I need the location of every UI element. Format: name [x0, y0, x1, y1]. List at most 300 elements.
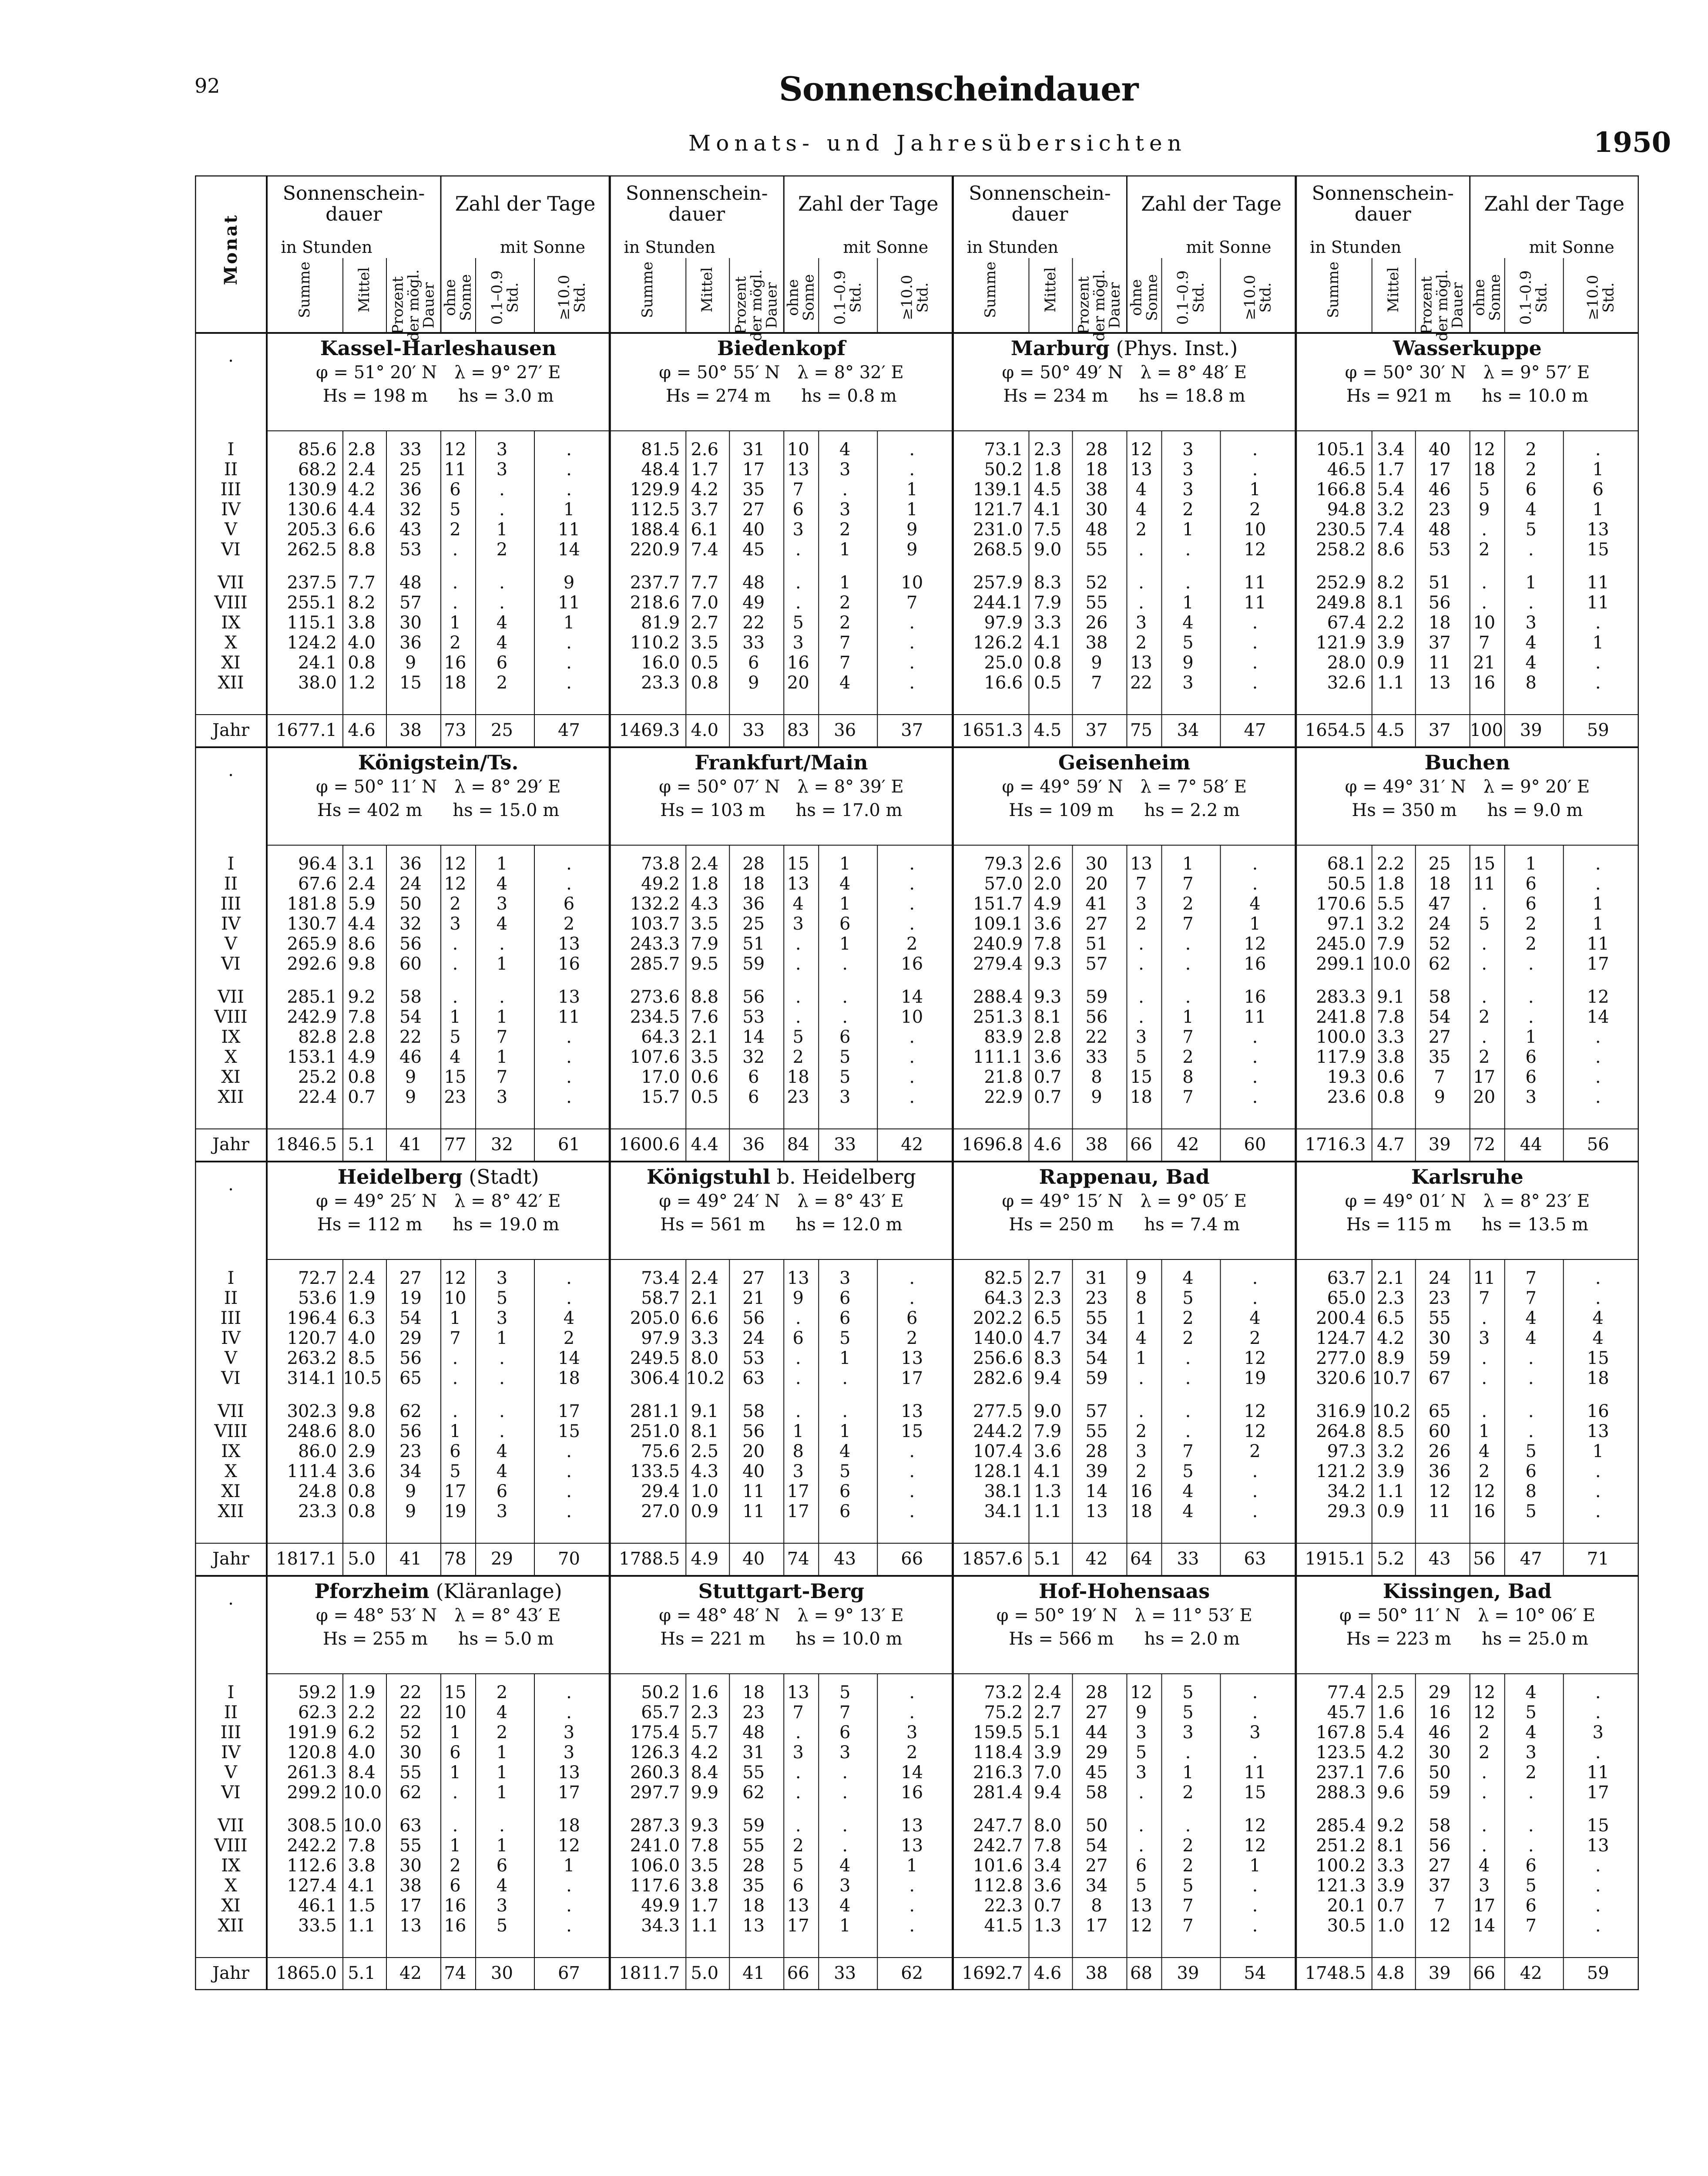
data-cell: 3 [792, 633, 804, 653]
data-cell: 36 [399, 633, 422, 653]
annual-cell: 84 [787, 1135, 809, 1155]
data-cell: . [795, 1308, 801, 1328]
data-cell: 2.1 [691, 1288, 719, 1308]
data-cell: 6 [839, 1481, 851, 1501]
data-cell: 30 [399, 1743, 422, 1763]
data-cell: 12 [1473, 1703, 1496, 1723]
latitude: φ = 51° 20′ N [315, 363, 437, 383]
data-cell: 13 [901, 1348, 923, 1368]
data-cell: 7 [1479, 1288, 1490, 1308]
instrument-height: hs = 12.0 m [795, 1215, 903, 1235]
data-cell: 10 [1244, 520, 1266, 540]
data-cell: 30 [399, 613, 422, 633]
data-cell: 7.4 [691, 540, 719, 560]
data-cell: . [1528, 1368, 1534, 1388]
data-cell: 5 [1479, 480, 1490, 500]
data-cell: . [566, 1876, 572, 1896]
annual-cell: 4.9 [691, 1549, 719, 1569]
data-cell: 33 [742, 633, 765, 653]
data-cell: 8.0 [348, 1421, 376, 1441]
month-label: XII [218, 1087, 244, 1107]
annual-cell: 4.6 [348, 720, 376, 740]
instrument-height: hs = 7.4 m [1144, 1215, 1240, 1235]
data-cell: . [566, 1481, 572, 1501]
data-cell: 9.3 [691, 1816, 719, 1836]
annual-cell: 4.6 [1034, 1963, 1062, 1983]
data-cell: 2.8 [348, 1027, 376, 1047]
annual-cell: 66 [787, 1963, 809, 1983]
month-label: XI [221, 1896, 241, 1916]
data-cell: 0.8 [348, 1501, 376, 1521]
data-cell: 251.3 [973, 1007, 1023, 1027]
data-cell: 4 [1525, 633, 1537, 653]
data-cell: 302.3 [287, 1401, 337, 1421]
data-cell: 5 [839, 1328, 851, 1348]
data-cell: 320.6 [1316, 1368, 1366, 1388]
station-name [953, 336, 1296, 360]
data-cell: 8.9 [1376, 1348, 1405, 1368]
data-cell: 6 [1135, 1856, 1147, 1876]
data-cell: . [499, 1368, 505, 1388]
data-cell: 129.9 [630, 480, 680, 500]
month-label: XII [218, 673, 244, 693]
data-cell: 1 [1249, 480, 1261, 500]
annual-cell: 1817.1 [276, 1549, 337, 1569]
annual-cell: 5.0 [691, 1963, 719, 1983]
data-cell: 5 [1182, 1682, 1194, 1703]
data-cell: 251.0 [630, 1421, 680, 1441]
annual-cell: 100 [1470, 720, 1503, 740]
data-cell: . [1185, 1348, 1191, 1368]
station-name [1296, 1165, 1639, 1189]
data-cell: 9 [906, 540, 918, 560]
data-cell: . [1528, 593, 1534, 613]
data-cell: 3.8 [348, 613, 376, 633]
annual-cell: 1600.6 [619, 1135, 680, 1155]
data-cell: . [1595, 653, 1601, 673]
data-cell: 2 [496, 540, 508, 560]
month-label: VI [221, 1783, 241, 1803]
data-cell: . [795, 1348, 801, 1368]
data-cell: 23.3 [641, 673, 680, 693]
data-cell: 7.8 [348, 1836, 376, 1856]
data-cell: 12 [444, 854, 466, 874]
annual-cell: 1811.7 [619, 1963, 680, 1983]
data-cell: 196.4 [287, 1308, 337, 1328]
data-cell: 242.2 [287, 1836, 337, 1856]
data-cell: 24 [1428, 914, 1451, 934]
data-cell: 2 [1135, 914, 1147, 934]
data-cell: 6 [450, 1743, 461, 1763]
annual-cell: 83 [787, 720, 809, 740]
data-cell: 11 [1428, 653, 1451, 673]
data-cell: 117.6 [630, 1876, 680, 1896]
data-cell: 16.6 [984, 673, 1023, 693]
data-cell: 5 [792, 613, 804, 633]
data-cell: 2.2 [1376, 854, 1405, 874]
data-cell: 33 [1085, 1047, 1108, 1067]
annual-cell: 61 [558, 1135, 580, 1155]
data-cell: 18 [1428, 874, 1451, 894]
in-stunden-header: in Stunden [1310, 238, 1402, 257]
summe-header: Summe [982, 261, 1000, 318]
data-cell: 1 [906, 480, 918, 500]
data-cell: 124.7 [1316, 1328, 1366, 1348]
data-cell: 2 [906, 1328, 918, 1348]
data-cell: 10.0 [1372, 954, 1411, 974]
data-cell: 3 [496, 1308, 508, 1328]
data-cell: 1 [496, 1047, 508, 1067]
month-label: III [220, 480, 242, 500]
data-cell: 9 [405, 1481, 416, 1501]
data-cell: . [1252, 1703, 1258, 1723]
data-cell: 17 [1473, 1896, 1496, 1916]
data-cell: . [909, 1501, 915, 1521]
data-cell: 17 [1473, 1067, 1496, 1087]
data-cell: 6 [563, 894, 575, 914]
data-cell: 1.9 [348, 1288, 376, 1308]
data-cell: 120.8 [287, 1743, 337, 1763]
data-cell: 273.6 [630, 987, 680, 1007]
data-cell: 22 [399, 1703, 422, 1723]
data-cell: . [1138, 593, 1144, 613]
data-cell: 4.0 [348, 1743, 376, 1763]
data-cell: 0.5 [691, 1087, 719, 1107]
data-cell: 297.7 [630, 1783, 680, 1803]
data-cell: . [566, 673, 572, 693]
annual-cell: 39 [1177, 1963, 1199, 1983]
data-cell: 0.9 [1376, 653, 1405, 673]
station-name [610, 1579, 953, 1603]
latitude: φ = 50° 19′ N [996, 1605, 1117, 1625]
station-coordinates [953, 1605, 1296, 1625]
data-cell: 111.4 [287, 1461, 337, 1481]
data-cell: 13 [742, 1916, 765, 1936]
data-cell: . [566, 1441, 572, 1461]
data-cell: 7 [1525, 1288, 1537, 1308]
data-cell: 27.0 [641, 1501, 680, 1521]
page-subtitle: Monats- und Jahresübersichten [688, 131, 1187, 156]
data-cell: 9 [563, 573, 575, 593]
station-title: Hof-Hohensaas [1039, 1579, 1210, 1603]
data-cell: 56 [742, 987, 765, 1007]
data-cell: 29 [1085, 1743, 1108, 1763]
data-cell: 3.6 [1034, 1876, 1062, 1896]
data-cell: 73.4 [641, 1268, 680, 1288]
data-cell: 7 [496, 1067, 508, 1087]
data-cell: 9.1 [691, 1401, 719, 1421]
data-cell: 16 [1473, 673, 1496, 693]
instrument-height: hs = 2.2 m [1144, 800, 1240, 820]
data-cell: 121.2 [1316, 1461, 1366, 1481]
data-cell: 7.9 [1034, 1421, 1062, 1441]
data-cell: 3.3 [1376, 1027, 1405, 1047]
data-cell: 10.2 [1372, 1401, 1411, 1421]
annual-cell: 4.6 [1034, 1135, 1062, 1155]
data-cell: 9.4 [1034, 1783, 1062, 1803]
annual-cell: 54 [1244, 1963, 1266, 1983]
data-cell: . [842, 1816, 848, 1836]
data-cell: 2 [906, 934, 918, 954]
longitude: λ = 9° 27′ E [454, 363, 561, 383]
data-cell: 1.1 [1034, 1501, 1062, 1521]
data-cell: 6 [1525, 1461, 1537, 1481]
data-cell: 18 [1428, 613, 1451, 633]
data-cell: . [1528, 1421, 1534, 1441]
data-cell: 34 [1085, 1328, 1108, 1348]
station-height: Hs = 250 m [1009, 1215, 1114, 1235]
data-cell: 1 [450, 1421, 461, 1441]
data-cell: 6 [1525, 1067, 1537, 1087]
annual-cell: 1696.8 [962, 1135, 1023, 1155]
data-cell: . [1481, 934, 1487, 954]
data-cell: 53 [399, 540, 422, 560]
data-cell: 12 [1244, 1401, 1266, 1421]
data-cell: 13 [787, 1682, 809, 1703]
data-cell: 4 [1592, 1308, 1604, 1328]
data-cell: 242.9 [287, 1007, 337, 1027]
data-cell: . [499, 987, 505, 1007]
data-cell: 62 [399, 1783, 422, 1803]
data-cell: 6.6 [348, 520, 376, 540]
data-cell: 166.8 [1316, 480, 1366, 500]
data-cell: 16 [1244, 954, 1266, 974]
data-cell: 7.8 [1376, 1007, 1405, 1027]
data-cell: 1 [1182, 1007, 1194, 1027]
data-cell: 7.8 [1034, 934, 1062, 954]
data-cell: 10 [444, 1703, 466, 1723]
data-cell: . [1595, 1027, 1601, 1047]
data-cell: 3.4 [1376, 440, 1405, 460]
longitude: λ = 9° 05′ E [1140, 1191, 1247, 1211]
data-cell: . [909, 914, 915, 934]
data-cell: 7.6 [691, 1007, 719, 1027]
data-cell: . [1595, 1916, 1601, 1936]
data-cell: . [795, 1816, 801, 1836]
data-cell: 5 [792, 1856, 804, 1876]
data-cell: 16 [1428, 1703, 1451, 1723]
mittel-header: Mittel [1041, 267, 1059, 312]
ohne-sonne-header: ohne Sonne [1470, 274, 1503, 321]
data-cell: 4 [1182, 1501, 1194, 1521]
longitude: λ = 8° 29′ E [454, 777, 561, 797]
data-cell: 17.0 [641, 1067, 680, 1087]
data-cell: 4.0 [348, 1328, 376, 1348]
data-cell: 10 [1473, 613, 1496, 633]
data-cell: 4.2 [348, 480, 376, 500]
station-elevation [1296, 1215, 1639, 1235]
data-cell: 30 [1085, 854, 1108, 874]
data-cell: 57 [399, 593, 422, 613]
data-cell: 101.6 [973, 1856, 1023, 1876]
longitude: λ = 8° 48′ E [1140, 363, 1247, 383]
data-cell: 175.4 [630, 1723, 680, 1743]
data-cell: 6 [839, 1723, 851, 1743]
data-cell: 288.4 [973, 987, 1023, 1007]
data-cell: 3.9 [1376, 1876, 1405, 1896]
data-cell: 4 [839, 673, 851, 693]
station-title: Heidelberg [337, 1165, 463, 1189]
data-cell: 3.9 [1034, 1743, 1062, 1763]
data-cell: . [1528, 1007, 1534, 1027]
month-label: XII [218, 1501, 244, 1521]
data-cell: 8.4 [691, 1763, 719, 1783]
data-cell: 8.0 [1034, 1816, 1062, 1836]
data-cell: 1 [496, 1836, 508, 1856]
data-cell: 22 [1130, 673, 1152, 693]
data-cell: 7.0 [691, 593, 719, 613]
data-cell: 123.5 [1316, 1743, 1366, 1763]
data-cell: 12 [1473, 440, 1496, 460]
data-cell: 13 [1587, 1421, 1609, 1441]
annual-cell: 67 [558, 1963, 580, 1983]
data-cell: 4 [496, 914, 508, 934]
station-elevation [610, 386, 953, 406]
data-cell: 56 [1428, 1836, 1451, 1856]
data-cell: 68.1 [1327, 854, 1366, 874]
mit-sonne-header: mit Sonne [1186, 238, 1272, 257]
annual-cell: 1788.5 [619, 1549, 680, 1569]
data-cell: 265.9 [287, 934, 337, 954]
data-cell: 11 [1587, 934, 1609, 954]
data-cell: . [1252, 653, 1258, 673]
data-cell: . [1138, 987, 1144, 1007]
data-cell: . [795, 1783, 801, 1803]
data-cell: 38 [399, 1876, 422, 1896]
data-cell: 12 [1428, 1916, 1451, 1936]
data-cell: 1.6 [691, 1682, 719, 1703]
data-cell: 11 [1244, 573, 1266, 593]
annual-cell: 42 [901, 1135, 923, 1155]
month-label: II [224, 1703, 238, 1723]
data-cell: 3 [496, 460, 508, 480]
data-cell: 5 [839, 1682, 851, 1703]
data-cell: 47 [1428, 894, 1451, 914]
data-cell: 8.1 [1034, 1007, 1062, 1027]
data-cell: 6.1 [691, 520, 719, 540]
data-cell: 17 [1587, 954, 1609, 974]
data-cell: 25.2 [298, 1067, 337, 1087]
data-cell: 27 [1085, 1856, 1108, 1876]
data-cell: 2 [839, 520, 851, 540]
data-cell: 49.9 [641, 1896, 680, 1916]
data-cell: . [842, 1368, 848, 1388]
data-cell: . [1252, 1896, 1258, 1916]
data-cell: 3 [496, 894, 508, 914]
data-cell: 3 [1525, 1743, 1537, 1763]
data-cell: 105.1 [1316, 440, 1366, 460]
band-marker: . [228, 346, 234, 366]
station-elevation [1296, 800, 1639, 820]
data-cell: 8 [1525, 1481, 1537, 1501]
instrument-height: hs = 10.0 m [1482, 386, 1589, 406]
data-cell: 2.6 [1034, 854, 1062, 874]
data-cell: 5 [450, 1027, 461, 1047]
month-label: IV [221, 1743, 241, 1763]
data-cell: 133.5 [630, 1461, 680, 1481]
station-title: Frankfurt/Main [695, 751, 868, 774]
data-cell: 58 [1085, 1783, 1108, 1803]
month-label: IX [221, 613, 241, 633]
mit-sonne-header: mit Sonne [500, 238, 585, 257]
month-label: I [227, 1268, 235, 1288]
data-cell: 54 [399, 1007, 422, 1027]
data-cell: 3 [1479, 1876, 1490, 1896]
data-cell: . [842, 1401, 848, 1421]
data-cell: 15 [444, 1682, 466, 1703]
data-cell: 3 [563, 1743, 575, 1763]
station-subtitle: b. Heidelberg [770, 1165, 916, 1189]
data-cell: 255.1 [287, 593, 337, 613]
annual-cell: 78 [444, 1549, 466, 1569]
data-cell: 8 [1182, 1067, 1194, 1087]
data-cell: 27 [399, 1268, 422, 1288]
data-cell: 11 [1587, 593, 1609, 613]
data-cell: 3.2 [1376, 914, 1405, 934]
data-cell: 19 [1244, 1368, 1266, 1388]
data-cell: 6 [906, 1308, 918, 1328]
data-cell: 4 [1182, 613, 1194, 633]
data-cell: 4.3 [691, 894, 719, 914]
data-cell: 1 [1592, 633, 1604, 653]
station-subtitle: (Phys. Inst.) [1109, 336, 1238, 360]
data-cell: 25 [742, 914, 765, 934]
data-cell: . [1481, 954, 1487, 974]
data-cell: . [842, 1836, 848, 1856]
data-cell: 216.3 [973, 1763, 1023, 1783]
data-cell: 17 [742, 460, 765, 480]
data-cell: 18 [1587, 1368, 1609, 1388]
data-cell: 30.5 [1327, 1916, 1366, 1936]
annual-cell: 39 [1428, 1135, 1451, 1155]
data-cell: 3 [1135, 613, 1147, 633]
data-cell: 32 [399, 500, 422, 520]
month-label: VII [218, 1401, 244, 1421]
annual-cell: 40 [742, 1549, 765, 1569]
data-cell: 263.2 [287, 1348, 337, 1368]
data-cell: 34 [399, 1461, 422, 1481]
data-cell: . [795, 987, 801, 1007]
data-cell: 1.8 [1034, 460, 1062, 480]
data-cell: 3 [1135, 1027, 1147, 1047]
data-cell: 2.6 [691, 440, 719, 460]
data-cell: 4 [496, 1461, 508, 1481]
data-cell: 35 [742, 480, 765, 500]
data-cell: 50.2 [641, 1682, 680, 1703]
station-elevation [267, 800, 610, 820]
data-cell: 51 [1428, 573, 1451, 593]
data-cell: 59.2 [298, 1682, 337, 1703]
data-cell: 7 [1182, 1087, 1194, 1107]
data-cell: 27 [742, 1268, 765, 1288]
data-cell: 62 [742, 1783, 765, 1803]
annual-cell: 39 [1428, 1963, 1451, 1983]
data-cell: 2.3 [691, 1703, 719, 1723]
data-cell: 1.3 [1034, 1916, 1062, 1936]
data-cell: 3 [563, 1723, 575, 1743]
annual-cell: 5.1 [348, 1963, 376, 1983]
annual-cell: 5.1 [348, 1135, 376, 1155]
data-cell: 11 [742, 1501, 765, 1521]
data-cell: 35 [742, 1876, 765, 1896]
data-cell: 26 [1428, 1441, 1451, 1461]
data-cell: 10 [901, 573, 923, 593]
data-cell: 1 [1592, 894, 1604, 914]
annual-cell: 63 [1244, 1549, 1266, 1569]
data-cell: . [795, 954, 801, 974]
data-cell: 1.7 [691, 1896, 719, 1916]
data-cell: 55 [1085, 1308, 1108, 1328]
